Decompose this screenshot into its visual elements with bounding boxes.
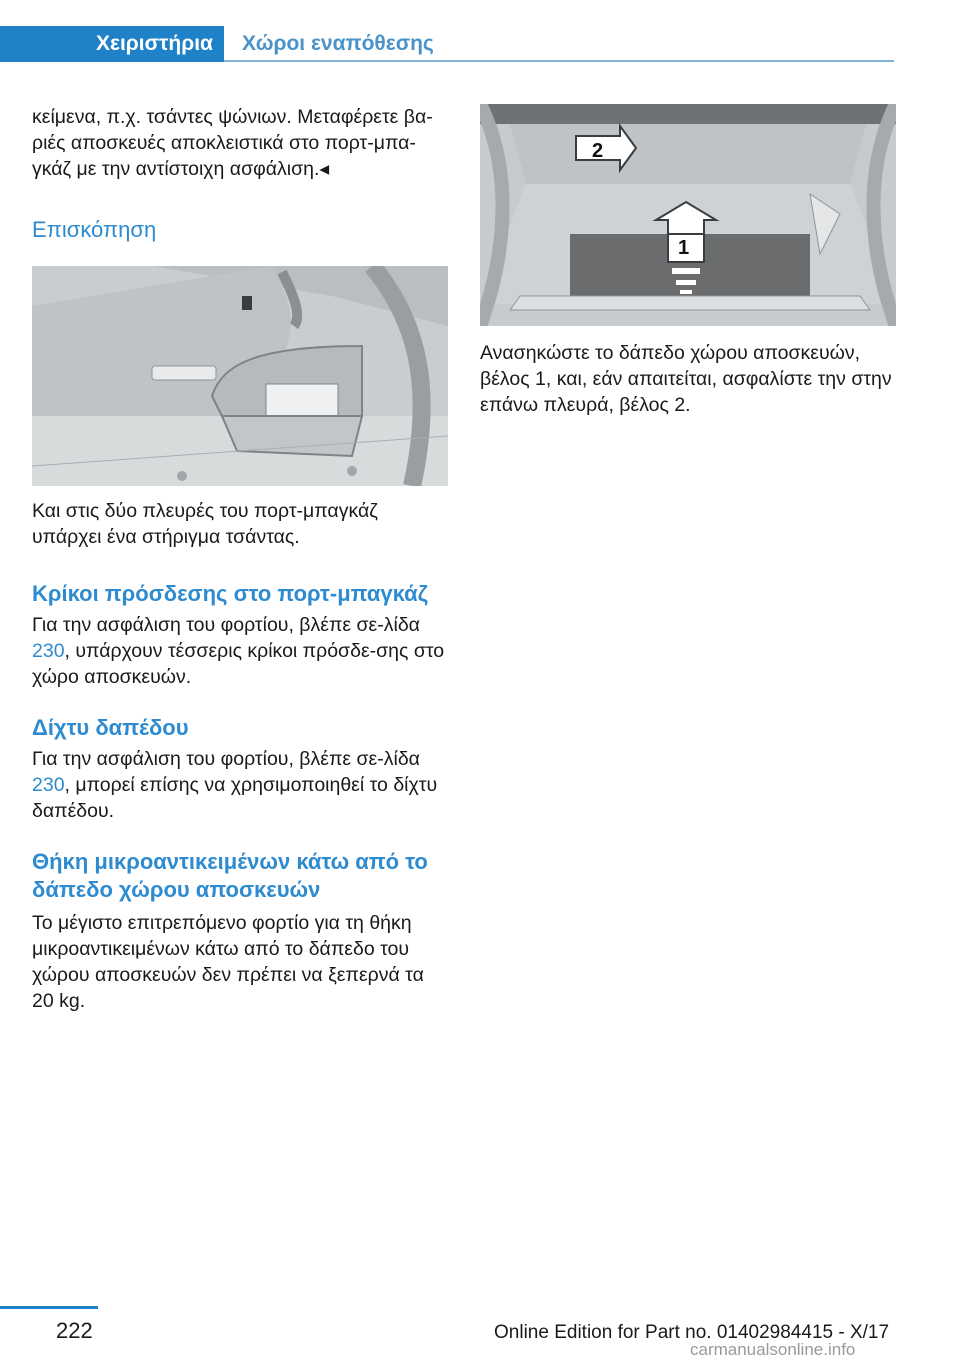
left-column	[32, 96, 450, 1014]
net-text-start: Για την ασφάλιση του φορτίου, βλέπε σε‐λίδα	[32, 748, 420, 770]
rings-text-end: , υπάρχουν τέσσερις κρίκοι πρόσδε‐σης στο χώρο αποσκευών.	[32, 640, 445, 688]
floor-net-heading: Δίχτυ δαπέδου	[32, 715, 189, 740]
net-text-end: , μπορεί επίσης να χρησιμοποιηθεί το δίχτυ δαπέδου.	[32, 774, 438, 822]
floor-net-paragraph	[32, 746, 450, 824]
tab-controls[interactable]: Χειριστήρια	[0, 26, 224, 62]
trunk-side-illustration	[32, 266, 448, 486]
overview-caption: Και στις δύο πλευρές του πορτ-μπαγκάζ υπάρχει ένα στήριγμα τσάντας.	[32, 500, 378, 548]
trunk-floor-illustration	[480, 104, 896, 326]
right-column	[480, 104, 896, 418]
trunk-floor-figure	[480, 104, 896, 326]
compartment-heading: Θήκη μικροαντικειμένων κάτω από το δάπεδο χώρου αποσκευών	[32, 849, 428, 902]
rings-paragraph	[32, 612, 450, 690]
arrow-1-label: 1	[678, 237, 690, 259]
right-caption: Ανασηκώστε το δάπεδο χώρου αποσκευών, βέλος 1, και, εάν απαιτείται, ασφαλίστε την στην επάνω πλευρά, βέλος 2.	[480, 342, 892, 416]
rings-text-start: Για την ασφάλιση του φορτίου, βλέπε σε‐λίδα	[32, 614, 420, 636]
footer-accent-line	[0, 1306, 98, 1309]
header-divider	[224, 60, 894, 62]
page-number: 222	[56, 1318, 93, 1343]
edition-text: Online Edition for Part no. 01402984415 - X/17	[494, 1322, 890, 1343]
compartment-paragraph: Το μέγιστο επιτρεπόμενο φορτίο για τη θήκη μικροαντικειμένων κάτω από το δάπεδο του χώρου αποσκευών δεν πρέπει να ξεπερνά τα 20 kg.	[32, 912, 424, 1012]
trunk-side-figure	[32, 266, 448, 486]
arrow-2-label: 2	[592, 140, 604, 162]
net-page-link[interactable]: 230	[32, 774, 65, 796]
rings-heading: Κρίκοι πρόσδεσης στο πορτ-μπαγκάζ	[32, 581, 428, 606]
watermark-text: carmanualsonline.info	[690, 1340, 856, 1359]
overview-heading: Επισκόπηση	[32, 217, 157, 242]
page-header	[0, 26, 894, 62]
tab-storage-compartments[interactable]: Χώροι εναπόθεσης	[242, 32, 434, 55]
rings-page-link[interactable]: 230	[32, 640, 65, 662]
intro-paragraph: κείμενα, π.χ. τσάντες ψώνιων. Μεταφέρετε βα‐ριές αποσκευές αποκλειστικά στο πορτ-μπα‐γκάζ με την αντίστοιχη ασφάλιση.◂	[32, 106, 433, 180]
